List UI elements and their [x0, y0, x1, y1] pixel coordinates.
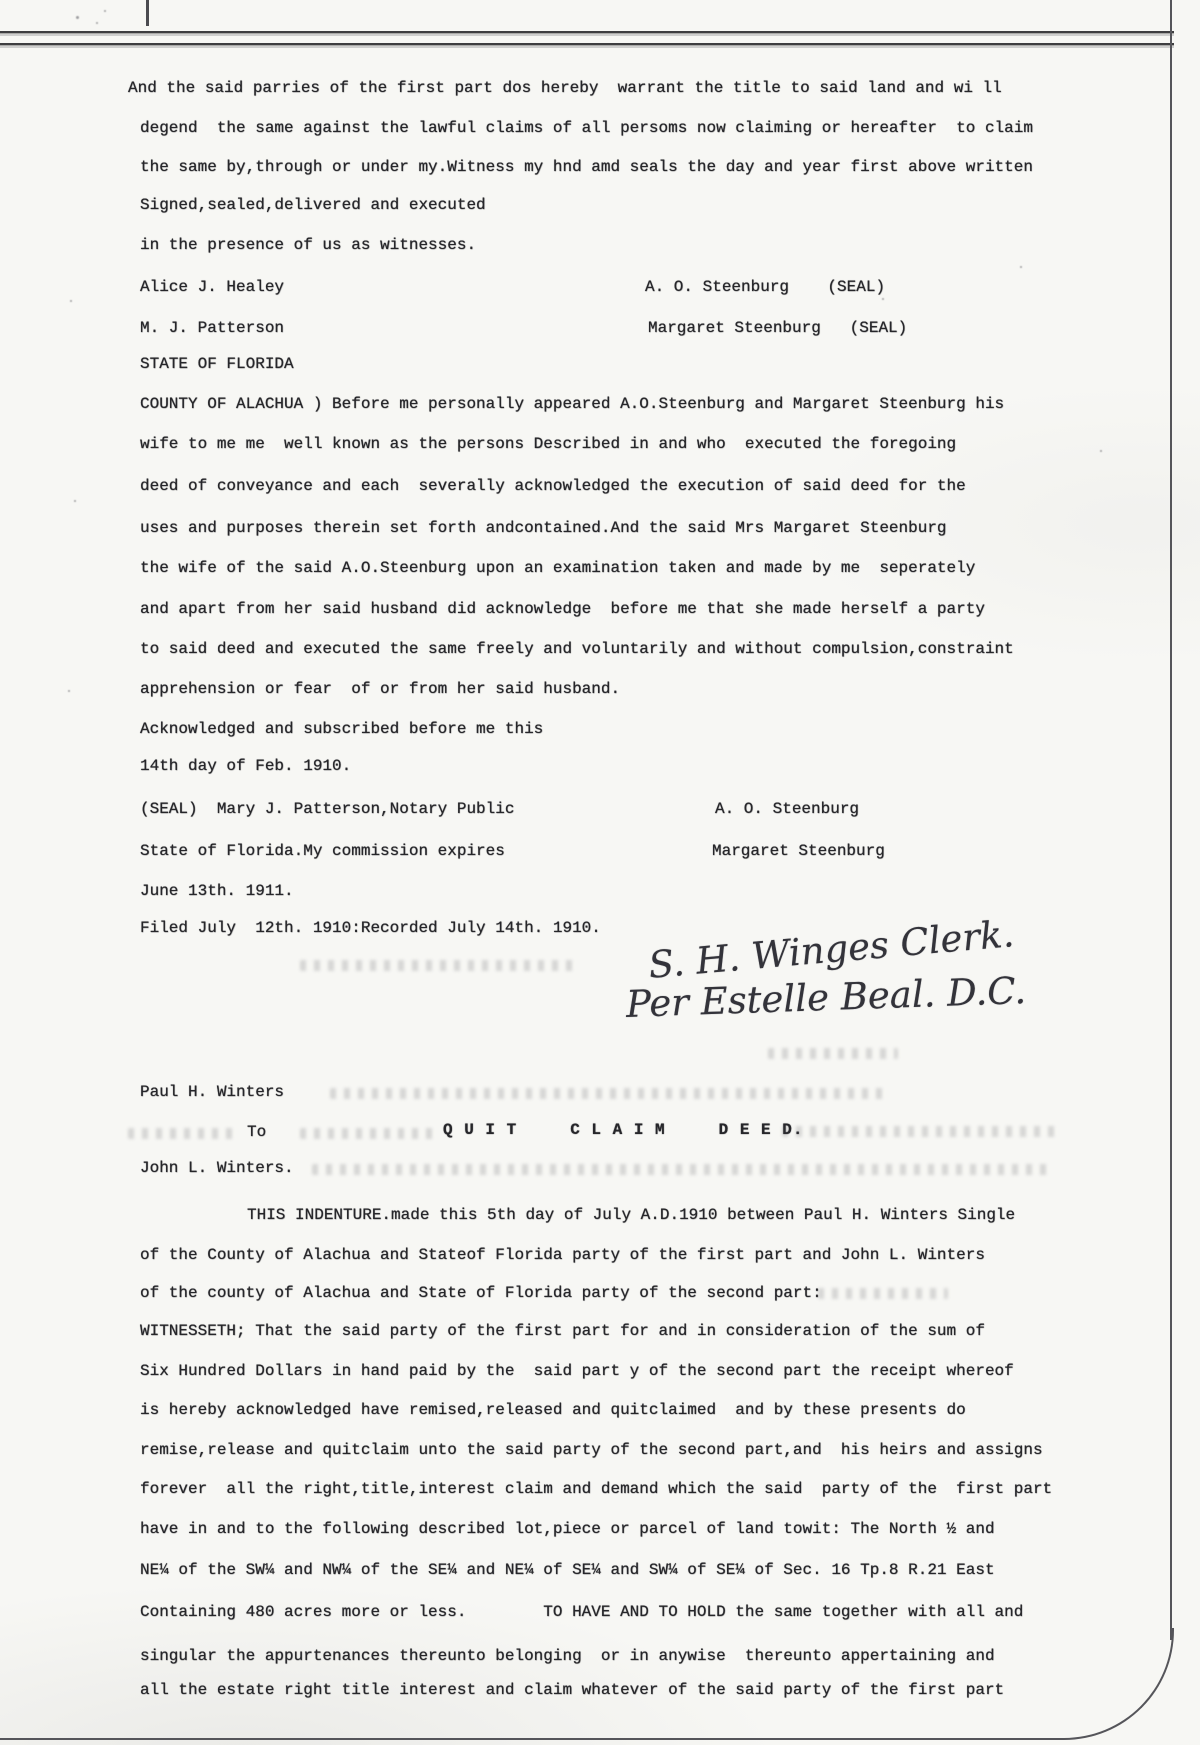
typed-line: deed of conveyance and each severally acknowledged the execution of said deed for the [140, 477, 966, 495]
typed-line: June 13th. 1911. [140, 882, 294, 900]
typed-line: all the estate right title interest and claim whatever of the said party of the first part [140, 1681, 1005, 1699]
scan-speck [1100, 450, 1102, 452]
typed-line: NE¼ of the SW¼ and NW¼ of the SE¼ and NE¼ of SE¼ and SW¼ of SE¼ of Sec. 16 Tp.8 R.21 East [140, 1561, 995, 1579]
bleedthrough-smudge [312, 1164, 1052, 1175]
top-left-edge-mark [146, 0, 149, 26]
typed-line: (SEAL) Mary J. Patterson,Notary Public [140, 800, 515, 818]
scan-speck [74, 500, 76, 502]
handwritten-signature-line: Per Estelle Beal. D.C. [625, 969, 1027, 1026]
scan-speck [1020, 266, 1022, 268]
typed-line: COUNTY OF ALACHUA ) Before me personally appeared A.O.Steenburg and Margaret Steenburg his [140, 395, 1005, 413]
typed-line: of the County of Alachua and Stateof Florida party of the first part and John L. Winters [140, 1246, 985, 1264]
bleedthrough-smudge [128, 1128, 233, 1139]
typed-line: John L. Winters. [140, 1159, 294, 1177]
typed-line: uses and purposes therein set forth andcontained.And the said Mrs Margaret Steenburg [140, 519, 947, 537]
typed-line: and apart from her said husband did acknowledge before me that she made herself a party [140, 600, 985, 618]
typed-line: And the said parries of the first part dos hereby warrant the title to said land and wi ll [128, 79, 1002, 97]
typed-line: is hereby acknowledged have remised,released and quitclaimed and by these presents do [140, 1401, 966, 1419]
typed-line: THIS INDENTURE.made this 5th day of July A.D.1910 between Paul H. Winters Single [247, 1206, 1016, 1224]
bleedthrough-smudge [330, 1088, 890, 1099]
typed-line: have in and to the following described lot,piece or parcel of land towit: The North ½ and [140, 1520, 995, 1538]
typed-line: the same by,through or under my.Witness my hnd amd seals the day and year first above written [140, 158, 1033, 176]
scan-speck [68, 690, 70, 692]
bleedthrough-smudge [782, 1126, 1062, 1137]
typed-line: in the presence of us as witnesses. [140, 236, 477, 254]
top-horizontal-rule-1 [0, 31, 1174, 33]
typed-line: Containing 480 acres more or less. TO HAVE AND TO HOLD the same together with all and [140, 1603, 1024, 1621]
typed-line: M. J. Patterson [140, 319, 285, 337]
typed-line: apprehension or fear of or from her said husband. [140, 680, 621, 698]
handwritten-signature-line: S. H. Winges Clerk. [646, 912, 1016, 987]
top-horizontal-rule-2 [0, 43, 1174, 45]
typed-line: remise,release and quitclaim unto the said party of the second part,and his heirs and assigns [140, 1441, 1043, 1459]
scan-speck [104, 10, 106, 12]
scan-speck [70, 300, 72, 302]
bleedthrough-smudge [768, 1048, 898, 1059]
typed-line: To [247, 1123, 267, 1141]
scan-speck [96, 22, 98, 24]
scan-speck [76, 16, 79, 19]
typed-line: Q U I T C L A I M D E E D. [443, 1121, 804, 1139]
scan-speck [882, 298, 884, 300]
typed-line: wife to me me well known as the persons Described in and who executed the foregoing [140, 435, 957, 453]
typed-line: WITNESSETH; That the said party of the first part for and in consideration of the sum of [140, 1322, 985, 1340]
typed-line: STATE OF FLORIDA [140, 355, 294, 373]
typed-line: degend the same against the lawful claims of all persoms now claiming or hereafter to claim [140, 119, 1033, 137]
typed-line: Signed,sealed,delivered and executed [140, 196, 486, 214]
typed-line: forever all the right,title,interest claim and demand which the said party of the first part [140, 1480, 1053, 1498]
typed-line: Margaret Steenburg [712, 842, 885, 860]
typed-line: A. O. Steenburg (SEAL) [645, 278, 886, 296]
bleedthrough-smudge [300, 1128, 435, 1139]
typed-line: A. O. Steenburg [715, 800, 860, 818]
typed-line: the wife of the said A.O.Steenburg upon an examination taken and made by me seperately [140, 559, 976, 577]
typed-line: singular the appurtenances thereunto belonging or in anywise thereunto appertaining and [140, 1647, 995, 1665]
typed-line: Paul H. Winters [140, 1083, 285, 1101]
bleedthrough-smudge [818, 1288, 948, 1299]
typed-line: 14th day of Feb. 1910. [140, 757, 352, 775]
typed-line: Margaret Steenburg (SEAL) [648, 319, 908, 337]
typed-line: State of Florida.My commission expires [140, 842, 505, 860]
typed-line: of the county of Alachua and State of Florida party of the second part: [140, 1284, 822, 1302]
typed-line: Six Hundred Dollars in hand paid by the said part y of the second part the receipt whereof [140, 1362, 1014, 1380]
bleedthrough-smudge [300, 960, 580, 971]
typed-line: Filed July 12th. 1910:Recorded July 14th. 1910. [140, 919, 601, 937]
typed-line: Alice J. Healey [140, 278, 285, 296]
typed-line: Acknowledged and subscribed before me this [140, 720, 544, 738]
page-right-edge-line [1170, 0, 1172, 1640]
typed-line: to said deed and executed the same freely and voluntarily and without compulsion,constraint [140, 640, 1014, 658]
